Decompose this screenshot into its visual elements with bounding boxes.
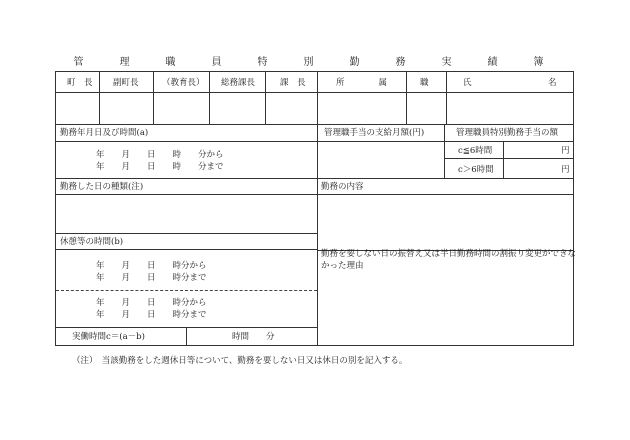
yen-unit: 円 <box>561 146 570 156</box>
header-shimei: 氏 名 <box>463 78 557 88</box>
divider <box>406 72 407 124</box>
divider <box>503 141 504 178</box>
divider <box>56 249 317 250</box>
c-gt6-label: c＞6時間 <box>458 165 494 175</box>
header-fukucho: 副町長 <box>113 78 139 88</box>
divider <box>209 72 210 124</box>
reason-label-line1: 勤務を要しない日の振替え又は半日勤務時間の割振り変更ができな <box>321 249 577 259</box>
divider <box>444 124 445 178</box>
work-datetime-label: 勤務年月日及び時間(a) <box>60 128 149 138</box>
header-somukacho: 総務課長 <box>221 78 256 88</box>
work-to-row: 年 月 日 時 分まで <box>96 162 224 172</box>
header-shoku: 職 <box>420 78 429 88</box>
actual-time-label: 実働時間c＝(a－b) <box>72 332 145 342</box>
divider <box>446 72 447 124</box>
break-to-row-1: 年 月 日 時分まで <box>96 273 207 283</box>
work-content-label: 勤務の内容 <box>321 182 364 192</box>
page-title: 管 理 職 員 特 別 勤 務 実 績 簿 <box>73 57 557 68</box>
divider <box>56 92 573 93</box>
c-le6-label: c≦6時間 <box>458 146 493 156</box>
divider <box>56 233 317 234</box>
break-to-row-2: 年 月 日 時分まで <box>96 310 207 320</box>
divider <box>186 327 187 346</box>
break-from-row-1: 年 月 日 時分から <box>96 261 207 271</box>
header-kacho: 課 長 <box>280 78 306 88</box>
day-type-label: 勤務した日の種類(注) <box>60 182 144 192</box>
break-from-row-2: 年 月 日 時分から <box>96 298 207 308</box>
divider <box>56 124 573 125</box>
dashed-divider <box>56 290 317 291</box>
header-kyouikucho: （教育長） <box>162 78 205 88</box>
divider <box>444 158 573 159</box>
work-from-row: 年 月 日 時 分から <box>96 150 224 160</box>
allowance-monthly-label: 管理職手当の支給月額(円) <box>324 128 425 138</box>
record-form-table <box>55 71 577 346</box>
special-allowance-label: 管理職員特別勤務手当の額 <box>456 128 559 138</box>
break-time-label: 休憩等の時間(b) <box>60 237 124 247</box>
divider <box>99 72 100 124</box>
divider <box>56 178 573 179</box>
yen-unit: 円 <box>561 165 570 175</box>
hours-minutes-label: 時間 分 <box>232 332 275 342</box>
reason-label-line2: かった理由 <box>321 261 364 271</box>
divider <box>153 72 154 124</box>
footnote: （注） 当該勤務をした週休日等について、勤務を要しない日又は休日の別を記入する。 <box>72 356 408 366</box>
divider <box>265 72 266 124</box>
divider <box>56 141 573 142</box>
header-shozoku: 所 属 <box>336 78 388 88</box>
divider <box>317 72 318 346</box>
header-cho: 町 長 <box>67 78 93 88</box>
divider <box>56 194 573 195</box>
